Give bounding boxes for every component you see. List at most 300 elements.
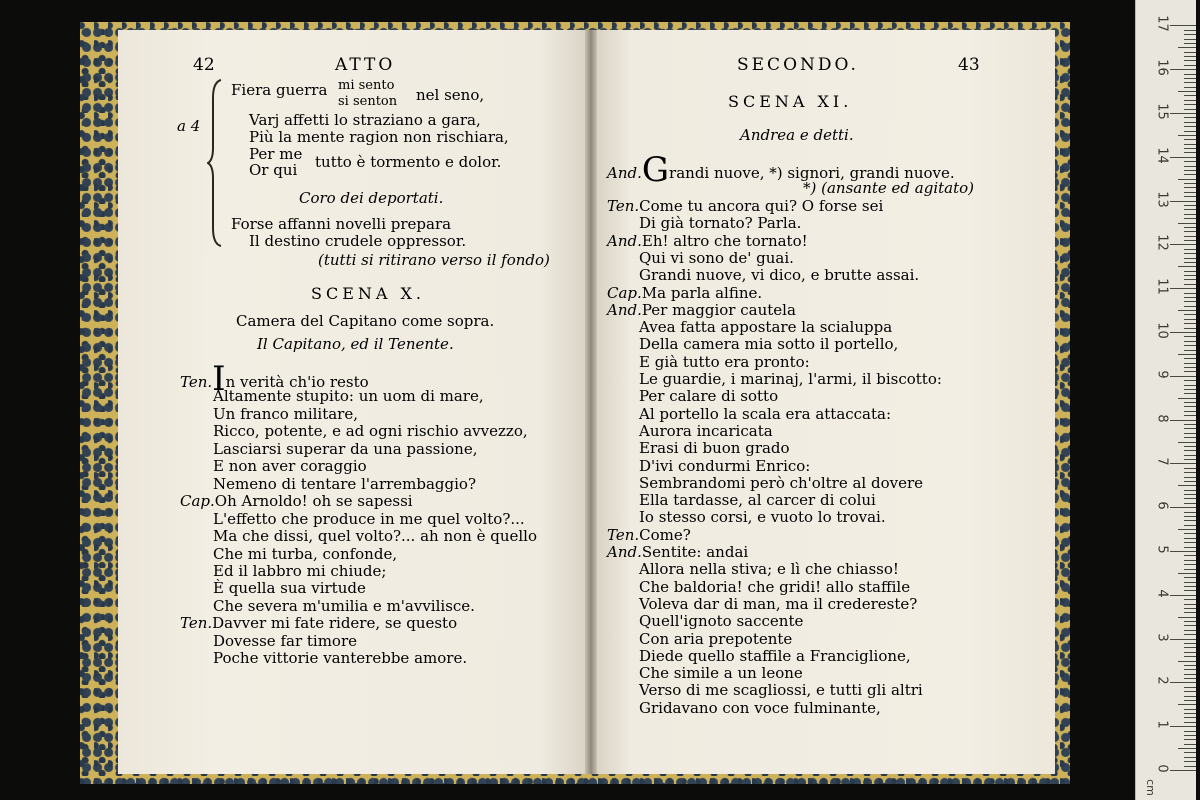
line-text: Le guardie, i marinaj, l'armi, il biscotto: [639,370,942,388]
left-brace [207,78,223,248]
ruler-tick [1184,674,1196,675]
ruler-tick [1184,258,1196,259]
dialogue-line [639,388,778,405]
ruler-tick [1184,717,1196,718]
line-text: Nemeno di tentare l'arrembaggio? [213,474,477,493]
ruler-number: 5 [1154,545,1170,554]
ruler-tick [1184,161,1196,162]
ruler-tick [1184,148,1196,149]
dialogue-line [639,665,803,682]
duet-part2: nel seno, [416,86,485,104]
ruler-tick [1184,209,1196,210]
dialogue-line [607,198,883,215]
dialogue-line [639,406,891,423]
dialogue-line [639,458,810,475]
dialogue-line [213,563,386,580]
ruler-tick [1178,223,1196,224]
ruler-tick [1184,39,1196,40]
ruler-tick [1184,279,1196,280]
ruler-tick [1184,43,1196,44]
ruler-tick [1184,100,1196,101]
line-text: Grandi nuove, vi dico, e brutte assai. [639,266,920,285]
ruler-number: 13 [1154,190,1170,208]
line-text: Voleva dar di man, ma il credereste? [639,594,918,613]
ruler-tick [1178,573,1196,574]
verse-line: Forse affanni novelli prepara [231,215,452,233]
speaker-label: Ten. [607,525,640,544]
dialogue-line [639,509,886,526]
ruler-tick [1184,350,1196,351]
line-text: Dovesse far timore [213,631,358,650]
measuring-ruler [1135,0,1196,800]
ruler-number: 15 [1154,103,1170,120]
ruler-tick [1184,415,1196,416]
ruler-number: 7 [1154,457,1170,467]
line-text: Erasi di buon grado [639,439,790,458]
line-text: randi nuove, *) signori, grandi nuove. [669,164,955,182]
ruler-tick [1184,696,1196,697]
line-text: Che severa m'umilia e m'avvilisce. [213,596,475,615]
ruler-tick [1184,477,1196,478]
ruler-tick [1184,166,1196,167]
speaker-label: Ten. [180,614,213,633]
ruler-tick [1184,122,1196,123]
ruler-tick [1170,201,1196,202]
per-me: Per me [249,145,303,163]
right-page-number: 43 [958,55,980,75]
chorus-heading: Coro dei deportati. [299,189,444,207]
ruler-number: 2 [1154,676,1170,686]
dialogue-line [213,580,366,597]
ruler-tick [1184,174,1196,175]
speaker-label: Cap. [180,492,215,511]
ruler-number: 8 [1154,413,1170,423]
line-text: È quella sua virtude [213,579,366,598]
dialogue-line [213,650,467,667]
line-text: Sembrandomi però ch'oltre al dovere [639,473,924,492]
ruler-tick [1170,507,1196,508]
ruler-tick [1184,630,1196,631]
ruler-tick [1178,310,1196,311]
ruler-tick [1178,354,1196,355]
speaker-label: And. [607,164,642,182]
dialogue-line [639,475,923,492]
ruler-tick [1178,398,1196,399]
ruler-tick [1184,731,1196,732]
line-text: Oh Arnoldo! oh se sapessi [214,492,413,511]
ruler-tick [1184,604,1196,605]
line-text: D'ivi condurmi Enrico: [639,456,811,475]
left-page-number: 42 [193,55,215,75]
ruler-tick [1184,490,1196,491]
duet-alt-bottom: si senton [338,94,398,109]
ruler-tick [1184,240,1196,241]
line-text: Come? [639,525,691,544]
dialogue-line [607,527,691,544]
dialogue-line [213,406,358,423]
line-text: Allora nella stiva; e lì che chiasso! [639,560,899,579]
dialogue-line [639,440,790,457]
line-text: L'effetto che produce in me quel volto?... [213,509,525,528]
ruler-tick [1184,569,1196,570]
speaker-label: And. [607,543,642,561]
drop-cap: G [641,150,670,190]
ruler-tick [1184,533,1196,534]
ruler-tick [1170,113,1196,114]
ruler-tick [1184,424,1196,425]
verse-line: Il destino crudele oppressor. [249,232,467,250]
line-text: Ma parla alfine. [641,283,763,302]
line-text: Per maggior cautela [641,300,796,319]
ruler-tick [1184,131,1196,132]
line-text: Che baldoria! che gridi! allo staffile [639,577,911,596]
ruler-tick [1184,498,1196,499]
line-text: Che mi turba, confonde, [213,544,398,563]
line-text: Ella tardasse, al carcer di colui [639,491,876,510]
ruler-tick [1178,135,1196,136]
ruler-tick [1184,481,1196,482]
ruler-tick [1184,56,1196,57]
dialogue-line [607,285,762,302]
ruler-tick [1184,328,1196,329]
dialogue-line [639,250,794,267]
scene-xi-title: SCENA XI. [728,92,853,111]
ruler-tick [1184,547,1196,548]
line-text: Diede quello staffile a Franciglione, [639,646,911,665]
ruler-tick [1178,91,1196,92]
line-text: Ed il labbro mi chiude; [213,561,387,580]
stage-direction: (tutti si ritirano verso il fondo) [318,251,550,269]
line-text: Poche vittorie vanterebbe amore. [213,649,468,668]
dialogue-line [213,476,476,493]
ruler-tick [1184,590,1196,591]
ruler-tick [1184,494,1196,495]
ruler-tick [1184,341,1196,342]
dialogue-line [607,233,808,250]
line-text: Verso di me scagliossi, e tutti gli altri [639,681,923,700]
ruler-tick [1184,170,1196,171]
ruler-tick [1184,253,1196,254]
ruler-tick [1170,420,1196,421]
ruler-tick [1178,47,1196,48]
ruler-tick [1184,538,1196,539]
ruler-tick [1184,555,1196,556]
scene-characters: Il Capitano, ed il Tenente. [257,335,454,353]
ruler-tick [1184,214,1196,215]
ruler-number: 3 [1154,632,1170,642]
ruler-tick [1184,433,1196,434]
ruler-tick [1184,455,1196,456]
ruler-tick [1184,700,1196,701]
ruler-tick [1184,520,1196,521]
ruler-tick [1170,770,1196,771]
ruler-tick [1184,319,1196,320]
ruler-tick [1184,284,1196,285]
ruler-tick [1184,450,1196,451]
duet-part1: Fiera guerra [231,81,328,99]
ruler-tick [1184,104,1196,105]
dialogue-line [213,423,528,440]
ruler-tick [1184,625,1196,626]
ruler-tick [1184,380,1196,381]
ruler-tick [1184,345,1196,346]
ruler-tick [1184,231,1196,232]
ruler-number: 10 [1154,322,1170,339]
dialogue-line [213,633,357,650]
ruler-tick [1170,332,1196,333]
dialogue-line [639,319,892,336]
ruler-tick [1170,551,1196,552]
ruler-tick [1170,595,1196,596]
book-gutter [585,30,597,774]
line-text: E non aver coraggio [213,457,367,476]
line-text: Al portello la scala era attaccata: [639,404,892,423]
ruler-tick [1178,442,1196,443]
line-text: Ma che dissi, quel volto?... ah non è quello [213,527,537,546]
ruler-tick [1178,266,1196,267]
ruler-tick [1184,459,1196,460]
dialogue-line [639,579,910,596]
ruler-tick [1184,301,1196,302]
dialogue-line [639,613,803,630]
speaker-label: And. [607,231,642,250]
drop-cap: I [212,359,226,399]
ruler-tick [1184,634,1196,635]
ruler-tick [1184,144,1196,145]
ruler-tick [1184,371,1196,372]
ruler-tick [1184,665,1196,666]
dialogue-line [639,700,881,717]
ruler-number: 1 [1154,720,1170,729]
ruler-tick [1184,586,1196,587]
ruler-tick [1170,376,1196,377]
line-text: Con aria prepotente [639,629,793,648]
ruler-tick [1184,275,1196,276]
ruler-tick [1184,236,1196,237]
speaker-label: Cap. [607,283,642,302]
ruler-tick [1184,323,1196,324]
line-text: Eh! altro che tornato! [641,231,808,250]
dialogue-line [213,598,475,615]
line-text: n verità ch'io resto [225,373,369,391]
ruler-tick [1184,647,1196,648]
ruler-tick [1184,196,1196,197]
line-text: Davver mi fate ridere, se questo [212,614,458,633]
dialogue-line [213,388,484,405]
ruler-tick [1184,262,1196,263]
verse-line: Più la mente ragion non rischiara, [249,128,509,146]
line-text: Avea fatta appostare la scialuppa [639,318,893,337]
line-text: Sentite: andai [641,543,749,561]
ruler-tick [1184,52,1196,53]
ruler-number: 12 [1154,234,1170,252]
dialogue-line [639,423,773,440]
ruler-tick [1184,621,1196,622]
dialogue-line [639,648,911,665]
ruler-number: 4 [1154,589,1170,598]
scene-xi-characters: Andrea e detti. [740,126,854,144]
ruler-tick [1184,87,1196,88]
ruler-tick [1178,661,1196,662]
ruler-tick [1184,560,1196,561]
ruler-tick [1184,757,1196,758]
ruler-tick [1184,678,1196,679]
ruler-tick [1178,704,1196,705]
ruler-tick [1184,761,1196,762]
ruler-tick [1184,406,1196,407]
line-text: Per calare di sotto [639,387,779,406]
ruler-tick [1170,726,1196,727]
ruler-tick [1184,713,1196,714]
ruler-tick [1178,485,1196,486]
ruler-tick [1184,187,1196,188]
ruler-tick [1178,748,1196,749]
ruler-tick [1184,739,1196,740]
ruler-tick [1184,65,1196,66]
ruler-tick [1184,249,1196,250]
left-running-head: ATTO [335,55,396,75]
ruler-number: 14 [1154,147,1170,164]
ruler-tick [1184,402,1196,403]
ruler-tick [1184,297,1196,298]
dialogue-line [639,336,898,353]
speaker-label: And. [607,300,642,319]
ruler-tick [1184,363,1196,364]
ruler-tick [1184,687,1196,688]
ruler-tick [1184,652,1196,653]
right-running-head: SECONDO. [737,55,859,75]
ruler-tick [1184,82,1196,83]
ruler-tick [1170,639,1196,640]
ruler-tick [1184,525,1196,526]
dialogue-line [639,682,923,699]
ruler-tick [1170,25,1196,26]
dialogue-line [639,267,919,284]
ruler-tick [1184,139,1196,140]
dialogue-line [180,493,413,510]
dialogue-line [180,615,457,632]
ruler-tick [1184,293,1196,294]
ruler-tick [1184,30,1196,31]
ruler-tick [1184,643,1196,644]
line-text: Qui vi sono de' guai. [639,248,794,267]
line-text: Della camera mia sotto il portello, [639,335,899,354]
ruler-tick [1184,78,1196,79]
dialogue-line [607,302,796,319]
ruler-number: 11 [1154,278,1170,295]
line-text: Ricco, potente, e ad ogni rischio avvezzo, [213,422,528,441]
ruler-tick [1184,393,1196,394]
ruler-tick [1184,582,1196,583]
ruler-number: 16 [1154,59,1170,76]
ruler-tick [1184,691,1196,692]
ruler-tick [1184,60,1196,61]
ruler-tick [1184,411,1196,412]
ruler-tick [1170,463,1196,464]
ruler-tick [1184,752,1196,753]
scene-x-title: SCENA X. [311,284,425,303]
line-text: Che simile a un leone [639,664,803,683]
dialogue-line [213,441,478,458]
ruler-tick [1184,542,1196,543]
dialogue-line [639,371,942,388]
ruler-tick [1170,157,1196,158]
dialogue-line [639,631,792,648]
ruler-tick [1184,709,1196,710]
ruler-tick [1184,192,1196,193]
ruler-tick [1184,599,1196,600]
ruler-tick [1184,744,1196,745]
ruler-tick [1184,271,1196,272]
ruler-tick [1184,446,1196,447]
ruler-tick [1178,617,1196,618]
line-text: Io stesso corsi, e vuoto lo trovai. [639,508,886,527]
ruler-number: 9 [1154,370,1170,379]
duet-alt-top: mi sento [338,78,395,93]
ruler-tick [1184,152,1196,153]
dialogue-line [213,458,367,475]
ruler-tick [1184,218,1196,219]
ruler-tick [1184,512,1196,513]
ruler-number: 6 [1154,501,1170,510]
ruler-tick [1184,472,1196,473]
dialogue-line [639,215,801,232]
line-text: Come tu ancora qui? O forse sei [639,197,884,215]
ruler-tick [1184,227,1196,228]
line-text: Aurora incaricata [639,421,773,440]
a4-label: a 4 [177,117,201,135]
or-qui: Or qui [249,161,298,179]
ruler-tick [1184,722,1196,723]
line-text: Quell'ignoto saccente [639,612,804,631]
line-text: Di già tornato? Parla. [639,214,802,233]
ruler-number: 17 [1154,15,1170,33]
ruler-tick [1184,183,1196,184]
ruler-tick [1184,109,1196,110]
ruler-tick [1184,367,1196,368]
ruler-tick [1184,766,1196,767]
verse-line: tutto è tormento e dolor. [315,153,502,171]
speaker-label: Ten. [180,373,213,391]
ruler-tick [1184,95,1196,96]
line-text: Altamente stupito: un uom di mare, [213,387,484,406]
ruler-tick [1184,656,1196,657]
ruler-tick [1184,608,1196,609]
verse-line: Varj affetti lo straziano a gara, [249,111,481,129]
ruler-tick [1184,34,1196,35]
ruler-tick [1184,358,1196,359]
ruler-tick [1178,529,1196,530]
ruler-tick [1184,428,1196,429]
ruler-tick [1184,437,1196,438]
dialogue-line [639,492,876,509]
ruler-tick [1184,389,1196,390]
ruler-tick [1184,314,1196,315]
ruler-tick [1184,612,1196,613]
ruler-tick [1170,69,1196,70]
ruler-tick [1184,503,1196,504]
scene-setting: Camera del Capitano come sopra. [236,312,495,330]
line-text: E già tutto era pronto: [639,352,810,371]
dialogue-line [639,561,899,578]
ruler-tick [1170,288,1196,289]
dialogue-line [639,596,917,613]
ruler-tick [1178,179,1196,180]
ruler-tick [1184,735,1196,736]
ruler-tick [1184,336,1196,337]
dialogue-line [213,528,537,545]
dialogue-line [607,544,748,561]
